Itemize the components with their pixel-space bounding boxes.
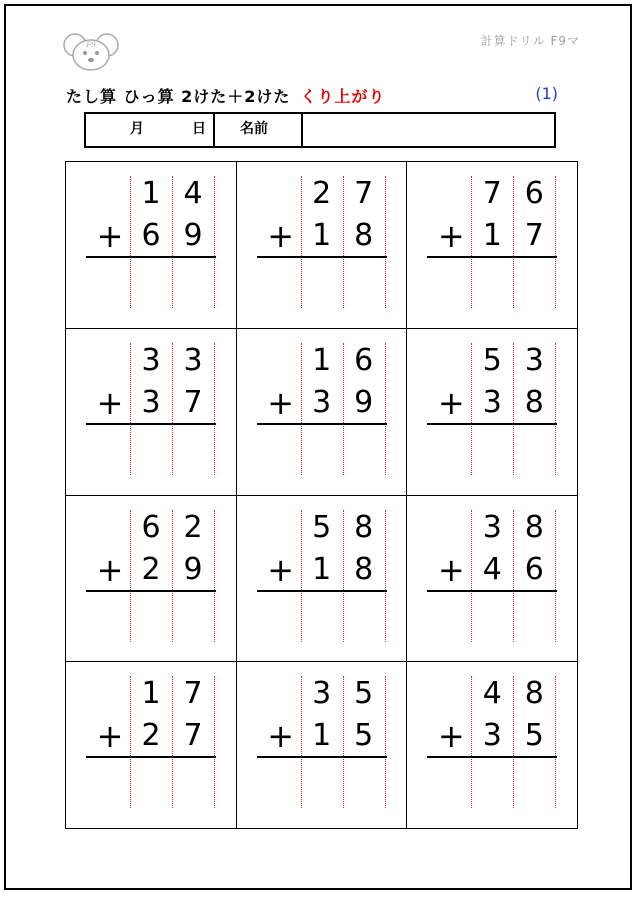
answer-area[interactable] <box>427 594 557 644</box>
top-tens-digit: 6 <box>141 509 161 545</box>
name-box-divider <box>213 114 215 146</box>
title-accent: くり上がり <box>300 87 386 106</box>
bottom-tens-digit: 1 <box>482 218 502 253</box>
plus-sign: + <box>267 383 295 422</box>
top-ones-digit: 8 <box>354 509 374 545</box>
day-label: 日 <box>192 121 206 137</box>
bottom-tens-digit: 3 <box>312 384 332 420</box>
answer-area[interactable] <box>257 594 387 644</box>
bottom-ones-digit: 8 <box>354 551 374 587</box>
top-tens-digit: 5 <box>312 509 332 545</box>
answer-area[interactable] <box>86 594 216 644</box>
answer-area[interactable] <box>86 260 216 310</box>
answer-area[interactable] <box>427 760 557 810</box>
plus-sign: + <box>96 717 124 756</box>
top-ones-digit: 7 <box>183 676 203 712</box>
sum-line <box>86 423 216 425</box>
answer-area[interactable] <box>427 427 557 477</box>
bottom-tens-digit: 1 <box>312 551 332 587</box>
sum-line <box>257 756 387 758</box>
problem-cell <box>66 662 237 829</box>
bottom-tens-digit: 2 <box>141 551 161 587</box>
sum-line <box>86 756 216 758</box>
top-ones-digit: 6 <box>524 176 544 211</box>
name-date-box <box>84 112 556 148</box>
bottom-tens-digit: 3 <box>482 718 502 754</box>
plus-sign: + <box>437 717 465 756</box>
bottom-tens-digit: 1 <box>312 718 332 754</box>
bottom-ones-digit: 5 <box>354 718 374 754</box>
top-ones-digit: 6 <box>354 342 374 378</box>
plus-sign: + <box>437 383 465 422</box>
title-main: たし算 ひっ算 2けた＋2けた <box>66 87 291 106</box>
sum-line <box>427 756 557 758</box>
name-label: 名前 <box>240 121 268 137</box>
page-title <box>66 84 385 107</box>
brand-label: 計算ドリル F9マ <box>480 34 580 48</box>
plus-sign: + <box>96 217 124 255</box>
bottom-tens-digit: 2 <box>141 718 161 754</box>
top-ones-digit: 4 <box>183 176 203 211</box>
sum-line <box>257 423 387 425</box>
top-tens-digit: 3 <box>482 509 502 545</box>
top-ones-digit: 3 <box>524 342 544 378</box>
sum-line <box>257 256 387 258</box>
sum-line <box>257 590 387 592</box>
top-tens-digit: 1 <box>141 176 161 211</box>
svg-text:F9: F9 <box>86 41 96 49</box>
month-label: 月 <box>130 121 144 137</box>
bottom-ones-digit: 5 <box>524 718 544 754</box>
top-ones-digit: 8 <box>524 676 544 712</box>
plus-sign: + <box>267 217 295 255</box>
bottom-ones-digit: 7 <box>183 384 203 420</box>
bottom-ones-digit: 8 <box>524 384 544 420</box>
problem-cell <box>66 329 237 496</box>
sum-line <box>427 590 557 592</box>
top-tens-digit: 1 <box>312 342 332 378</box>
sum-line <box>427 256 557 258</box>
problem-cell <box>66 162 237 329</box>
top-tens-digit: 5 <box>482 342 502 378</box>
answer-area[interactable] <box>257 760 387 810</box>
bottom-ones-digit: 9 <box>354 384 374 420</box>
top-tens-digit: 1 <box>141 676 161 712</box>
problem-cell <box>407 329 578 496</box>
bottom-ones-digit: 8 <box>354 218 374 253</box>
plus-sign: + <box>437 550 465 589</box>
plus-sign: + <box>267 550 295 589</box>
plus-sign: + <box>96 550 124 589</box>
top-tens-digit: 2 <box>312 176 332 211</box>
bottom-ones-digit: 9 <box>183 218 203 253</box>
answer-area[interactable] <box>257 260 387 310</box>
bottom-tens-digit: 3 <box>482 384 502 420</box>
top-ones-digit: 7 <box>354 176 374 211</box>
sum-line <box>86 256 216 258</box>
answer-area[interactable] <box>86 760 216 810</box>
bottom-ones-digit: 7 <box>183 718 203 754</box>
top-ones-digit: 3 <box>183 342 203 378</box>
top-tens-digit: 7 <box>482 176 502 211</box>
answer-area[interactable] <box>257 427 387 477</box>
answer-area[interactable] <box>86 427 216 477</box>
problem-cell <box>237 496 408 663</box>
bottom-tens-digit: 1 <box>312 218 332 253</box>
bottom-ones-digit: 7 <box>524 218 544 253</box>
top-ones-digit: 2 <box>183 509 203 545</box>
bottom-ones-digit: 6 <box>524 551 544 587</box>
plus-sign: + <box>267 717 295 756</box>
worksheet-page <box>4 4 632 890</box>
name-field[interactable] <box>303 114 554 146</box>
problem-cell <box>407 662 578 829</box>
bottom-tens-digit: 4 <box>482 551 502 587</box>
answer-area[interactable] <box>427 260 557 310</box>
problem-cell <box>237 329 408 496</box>
top-ones-digit: 5 <box>354 676 374 712</box>
top-tens-digit: 3 <box>141 342 161 378</box>
problem-cell <box>407 162 578 329</box>
mouse-face-icon <box>62 31 120 73</box>
problem-cell <box>237 662 408 829</box>
top-ones-digit: 8 <box>524 509 544 545</box>
bottom-tens-digit: 3 <box>141 384 161 420</box>
problem-cell <box>237 162 408 329</box>
sheet-number: (1) <box>535 84 558 103</box>
top-tens-digit: 4 <box>482 676 502 712</box>
top-tens-digit: 3 <box>312 676 332 712</box>
sum-line <box>427 423 557 425</box>
problem-cell <box>407 496 578 663</box>
problem-grid <box>65 161 578 829</box>
plus-sign: + <box>437 217 465 255</box>
problem-cell <box>66 496 237 663</box>
plus-sign: + <box>96 383 124 422</box>
sum-line <box>86 590 216 592</box>
bottom-ones-digit: 9 <box>183 551 203 587</box>
bottom-tens-digit: 6 <box>141 218 161 253</box>
